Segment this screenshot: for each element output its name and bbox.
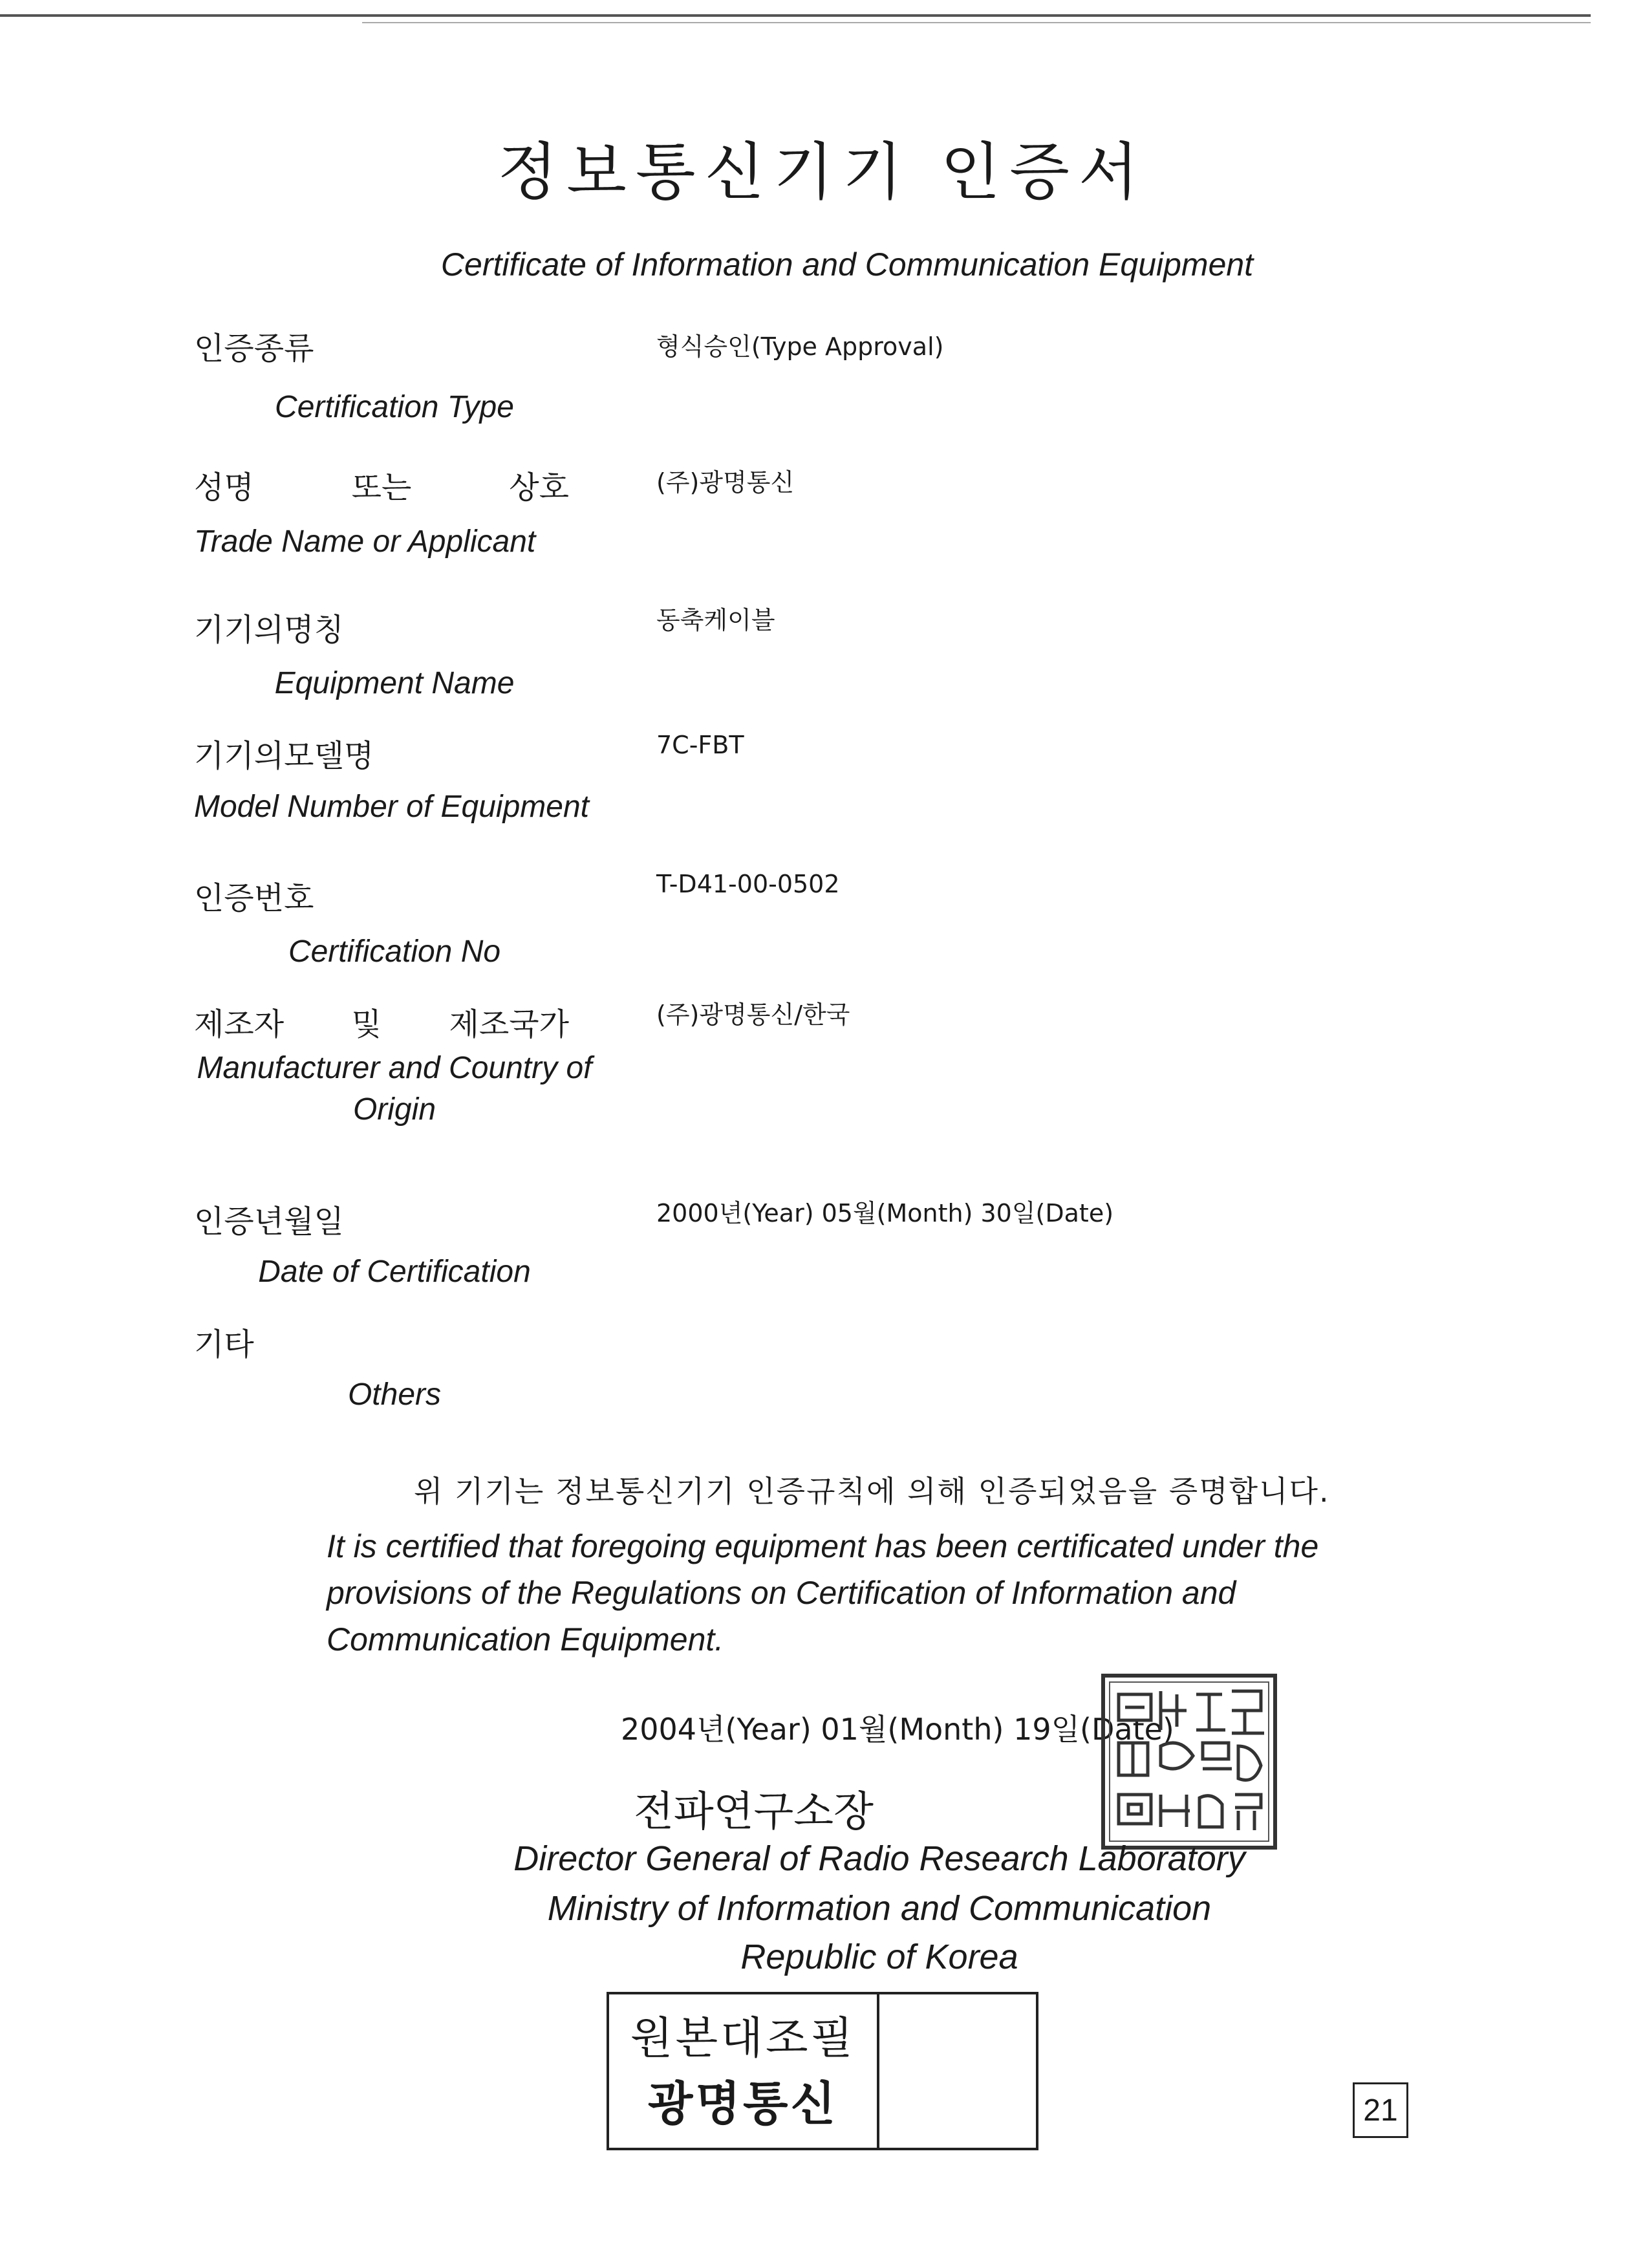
value-model-number: 7C-FBT <box>656 731 744 759</box>
value-certification-type: 형식승인(Type Approval) <box>656 332 944 361</box>
label-model-number-en: Model Number of Equipment <box>194 790 589 824</box>
issuer-korean: 전파연구소장 <box>634 1788 874 1836</box>
label-date-of-certification-en: Date of Certification <box>258 1255 531 1289</box>
label-certification-type-en: Certification Type <box>275 390 514 424</box>
value-equipment-name: 동축케이블 <box>656 606 775 634</box>
confirmation-stamp-text <box>609 1994 879 2148</box>
certificate-title-english: Certificate of Information and Communication Equipment <box>440 246 1254 283</box>
label-date-of-certification-ko: 인증년월일 <box>194 1204 344 1240</box>
issuer-english-line-1: Director General of Radio Research Laboratory <box>513 1839 1245 1878</box>
confirmation-stamp-blank-area <box>879 1994 1036 2148</box>
value-date-of-certification: 2000년(Year) 05월(Month) 30일(Date) <box>656 1199 1114 1227</box>
issuer-english-line-3: Republic of Korea <box>740 1938 1018 1976</box>
top-border-line-thin <box>362 22 1591 23</box>
label-equipment-name-en: Equipment Name <box>274 666 515 700</box>
top-border-line <box>0 14 1591 17</box>
value-trade-name: (주)광명통신 <box>656 468 795 497</box>
label-certification-no-en: Certification No <box>288 934 501 969</box>
original-copy-confirmation-stamp <box>607 1992 1038 2150</box>
statement-english: It is certified that foregoing equipment has been certificated under the provisions of the Regulations on Certification of Information and Communication Equipment. <box>327 1528 1319 1658</box>
official-seal-stamp <box>1099 1672 1279 1852</box>
label-manufacturer-ko: 제조자 및 제조국가 <box>194 1006 569 1042</box>
statement-korean: 위 기기는 정보통신기기 인증규칙에 의해 인증되었음을 증명합니다. <box>414 1474 1330 1509</box>
label-others-en: Others <box>347 1377 442 1412</box>
confirmation-stamp-line-2: 광명통신 <box>647 2075 839 2131</box>
label-certification-type-ko: 인증종류 <box>194 330 314 367</box>
page-number: 21 <box>1353 2082 1408 2138</box>
certificate-title-korean: 정보통신기기 인증서 <box>497 136 1148 208</box>
label-equipment-name-ko: 기기의명칭 <box>194 612 344 648</box>
label-model-number-ko: 기기의모델명 <box>194 738 374 774</box>
issuer-english-line-2: Ministry of Information and Communication <box>547 1889 1212 1928</box>
label-trade-name-ko: 성명 또는 상호 <box>194 470 569 506</box>
label-others-ko: 기타 <box>194 1326 254 1363</box>
label-trade-name-en: Trade Name or Applicant <box>194 524 536 559</box>
value-manufacturer: (주)광명통신/한국 <box>656 1000 850 1029</box>
label-certification-no-ko: 인증번호 <box>194 880 314 916</box>
value-certification-no: T-D41-00-0502 <box>656 870 840 898</box>
confirmation-stamp-line-1: 원본대조필 <box>630 2013 856 2064</box>
label-manufacturer-en: Manufacturer and Country of Origin <box>197 1051 592 1127</box>
issue-date: 2004년(Year) 01월(Month) 19일(Date) <box>621 1712 1174 1747</box>
